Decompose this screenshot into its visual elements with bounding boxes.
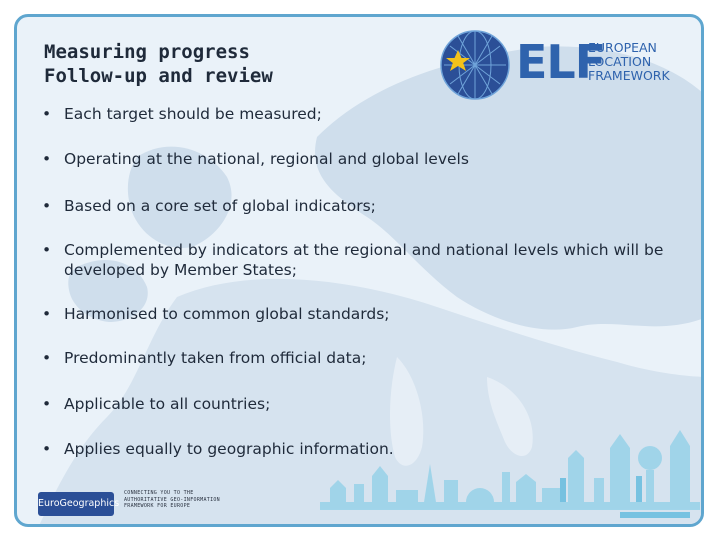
- bullet-symbol: •: [42, 305, 52, 323]
- slide-title: [44, 40, 273, 88]
- bullet-text: Predominantly taken from official data;: [64, 349, 367, 367]
- bullet-symbol: •: [42, 150, 52, 168]
- footer-caption-line-3: FRAMEWORK FOR EUROPE: [124, 503, 191, 509]
- bullet-text: Operating at the national, regional and global levels: [64, 150, 469, 168]
- elf-logo: [438, 24, 688, 110]
- bullet-item: [42, 394, 682, 414]
- city-skyline-illustration: [320, 418, 700, 524]
- bullet-text: Based on a core set of global indicators;: [64, 197, 376, 215]
- footer-caption: [124, 490, 274, 510]
- footer-caption-line-1: CONNECTING YOU TO THE: [124, 490, 194, 496]
- title-line-2: Follow-up and review: [44, 65, 273, 87]
- elf-wordmark: ELF: [516, 35, 606, 89]
- elf-tagline-line-2: LOCATION: [588, 54, 652, 69]
- bullet-item: [42, 304, 682, 324]
- bullet-symbol: •: [42, 197, 52, 215]
- bullet-text: Complemented by indicators at the regional and national levels which will be developed by Member States;: [64, 241, 664, 279]
- bullet-item: [42, 348, 682, 368]
- bullet-symbol: •: [42, 349, 52, 367]
- bullet-symbol: •: [42, 241, 52, 259]
- bullet-text: Each target should be measured;: [64, 105, 322, 123]
- bullet-item: [42, 240, 682, 280]
- bullet-item: [42, 104, 682, 124]
- footer-caption-line-2: AUTHORITATIVE GEO-INFORMATION: [124, 496, 220, 503]
- bullet-text: Applies equally to geographic information.: [64, 440, 394, 458]
- bullet-symbol: •: [42, 395, 52, 413]
- elf-tagline-line-3: FRAMEWORK: [588, 68, 670, 83]
- bullet-text: Applicable to all countries;: [64, 395, 271, 413]
- bullet-symbol: •: [42, 440, 52, 458]
- elf-tagline-line-1: EUROPEAN: [588, 40, 657, 55]
- globe-star-icon: [438, 28, 512, 102]
- bullet-item: [42, 196, 682, 216]
- bullet-text: Harmonised to common global standards;: [64, 305, 390, 323]
- elf-tagline: [588, 41, 670, 83]
- bullet-symbol: •: [42, 105, 52, 123]
- title-line-1: Measuring progress: [44, 41, 250, 63]
- bullet-item: [42, 149, 682, 169]
- eurogeographics-logo: EuroGeographics: [38, 492, 114, 516]
